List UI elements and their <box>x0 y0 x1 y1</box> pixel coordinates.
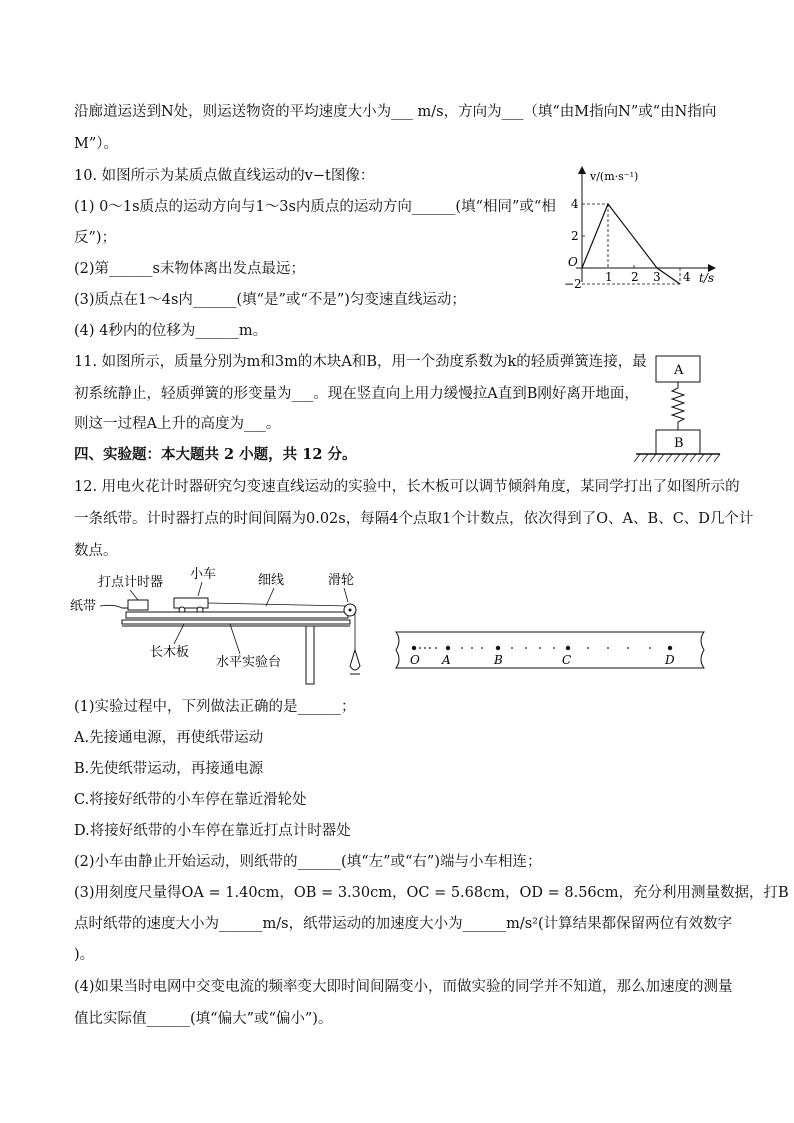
q12-sub3-b: 点时纸带的速度大小为______m/s，纸带运动的加速度大小为______m/s²(计算结果都保留两位有效数字 <box>74 916 733 932</box>
q12-sub1: (1)实验过程中，下列做法正确的是______； <box>74 699 356 715</box>
table-top <box>122 620 350 624</box>
ytick-2: 2 <box>571 229 579 243</box>
q10-part2: (2)第______s末物体离出发点最远； <box>74 261 305 277</box>
apparatus-diagram <box>70 566 370 690</box>
label-table: 水平实验台 <box>216 655 282 670</box>
vt-graph <box>556 160 726 295</box>
q9-line-1: 沿廊道运送到N处，则运送物资的平均速度大小为___ m/s，方向为___（填“由M指向N”或“由N指向 <box>74 104 717 120</box>
spring <box>672 382 684 430</box>
cart <box>174 598 208 608</box>
xtick-1: 1 <box>605 270 613 284</box>
q12-option-c: C.将接好纸带的小车停在靠近滑轮处 <box>74 792 307 808</box>
graph-xlabel: t/s <box>699 271 715 285</box>
q10-stem: 10. 如图所示为某质点做直线运动的v−t图像： <box>74 168 375 184</box>
q9-line-2: M”）。 <box>74 136 119 152</box>
q12-option-a: A.先接通电源，再使纸带运动 <box>74 730 264 746</box>
tape-point-a: A <box>442 653 451 667</box>
label-tape: 纸带 <box>70 599 97 614</box>
label-board: 长木板 <box>150 645 190 660</box>
q10-part3: (3)质点在1～4s内______(填“是”或“不是”)匀变速直线运动； <box>74 292 466 308</box>
q12-option-d: D.将接好纸带的小车停在靠近打点计时器处 <box>74 823 351 839</box>
xtick-3: 3 <box>653 270 661 284</box>
table-leg <box>306 626 314 684</box>
block-b-label: B <box>674 436 684 451</box>
q12-sub3-a: (3)用刻度尺量得OA = 1.40cm，OB = 3.30cm，OC = 5.68cm，OD = 8.56cm，充分利用测量数据，打B <box>74 885 789 901</box>
xtick-4: 4 <box>683 270 691 284</box>
section-4-heading: 四、实验题：本大题共 2 小题，共 12 分。 <box>74 446 357 463</box>
q11-line-2: 初系统静止，轻质弹簧的形变量为___。现在竖直向上用力缓慢拉A直到B刚好离开地面， <box>74 386 639 402</box>
q12-sub2: (2)小车由静止开始运动，则纸带的______(填“左”或“右”)端与小车相连； <box>74 854 542 870</box>
ytick-4: 4 <box>571 197 579 211</box>
q12-line-3: 数点。 <box>74 543 118 559</box>
q10-part1-a: (1) 0～1s质点的运动方向与1～3s内质点的运动方向______(填“相同”或“相 <box>74 199 556 215</box>
tape-point-d: D <box>665 653 675 667</box>
tape-point-b: B <box>494 653 503 667</box>
graph-ylabel: v/(m·s⁻¹) <box>590 170 639 183</box>
hanging-weight <box>350 650 360 670</box>
label-cart: 小车 <box>190 567 217 582</box>
timer-device <box>128 600 148 610</box>
ytick-neg2: −2 <box>564 277 582 291</box>
tape-point-c: C <box>562 653 572 667</box>
long-board <box>126 612 348 618</box>
q10-part4: (4) 4秒内的位移为______m。 <box>74 323 268 339</box>
q12-line-2: 一条纸带。计时器打点的时间间隔为0.02s，每隔4个点取1个计数点，依次得到了O、A、B、C、D几个计 <box>74 511 754 527</box>
q12-sub4-b: 值比实际值______(填“偏大”或“偏小”)。 <box>74 1011 333 1027</box>
q11-line-3: 则这一过程A上升的高度为___。 <box>74 416 281 432</box>
q12-line-1: 12. 用电火花计时器研究匀变速直线运动的实验中，长木板可以调节倾斜角度，某同学打出了如图所示的 <box>74 479 740 495</box>
q12-sub4-a: (4)如果当时电网中交变电流的频率变大即时间间隔变小，而做实验的同学并不知道，那么加速度的测量 <box>74 979 733 995</box>
q11-line-1: 11. 如图所示，质量分别为m和3m的木块A和B，用一个劲度系数为k的轻质弹簧连接，最 <box>74 354 647 370</box>
label-thread: 细线 <box>258 573 285 588</box>
label-timer: 打点计时器 <box>98 575 164 590</box>
xtick-2: 2 <box>631 270 639 284</box>
label-pulley: 滑轮 <box>328 573 355 588</box>
q12-sub3-c: )。 <box>74 947 95 963</box>
block-a-label: A <box>674 363 684 378</box>
q12-option-b: B.先使纸带运动，再接通电源 <box>74 761 264 777</box>
graph-origin: O <box>568 255 578 269</box>
paper-tape <box>392 630 712 674</box>
spring-diagram <box>630 352 730 468</box>
q10-part1-b: 反”)； <box>74 230 117 246</box>
tape-point-o: O <box>410 653 420 667</box>
